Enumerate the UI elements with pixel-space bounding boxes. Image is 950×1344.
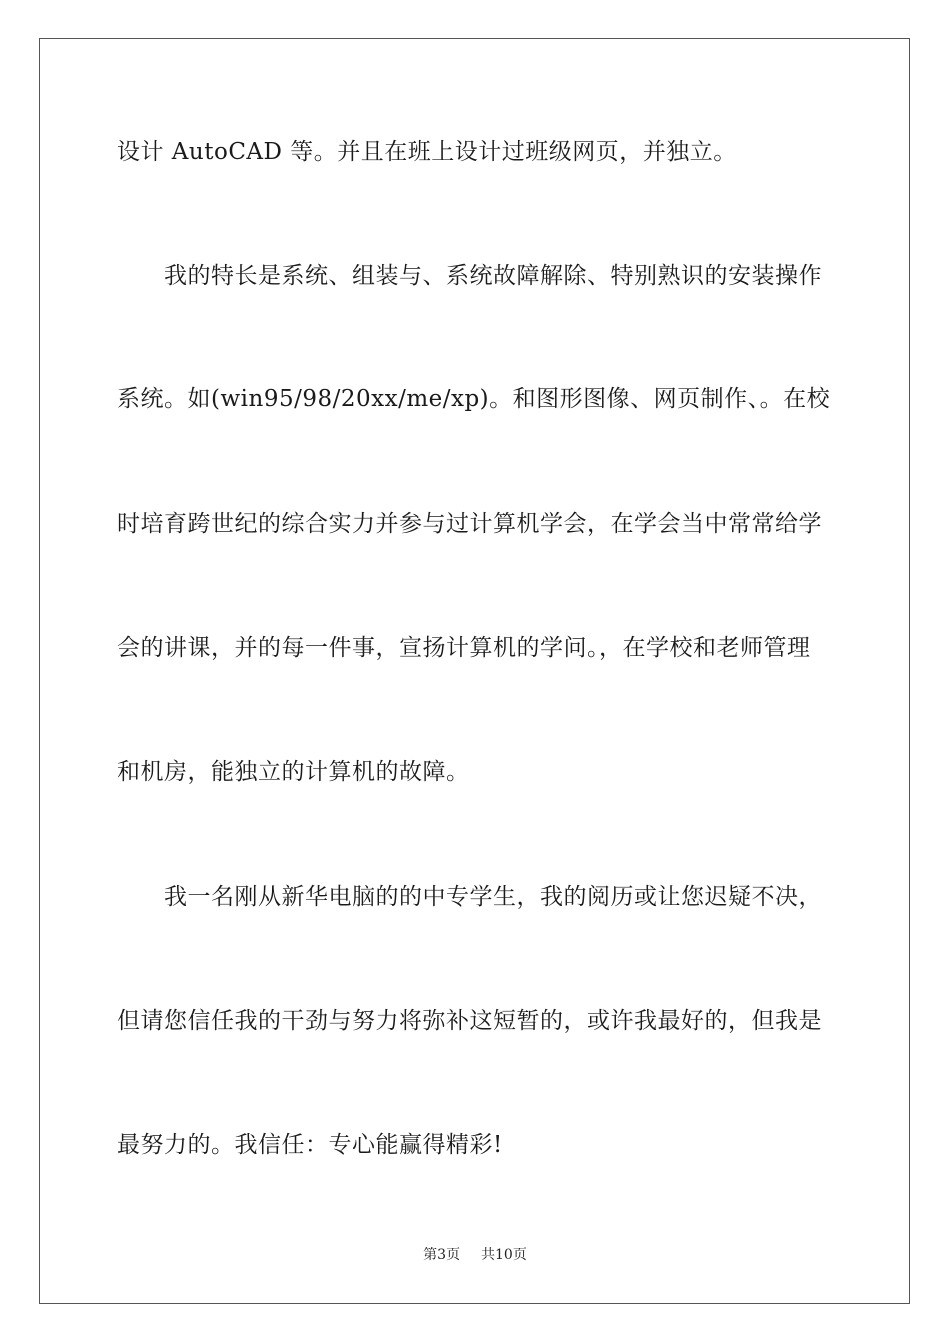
page-total: 共10页 [481, 1247, 527, 1263]
page-number: 第3页 [423, 1247, 461, 1263]
page-border [39, 38, 910, 1304]
paragraph-line-6: 和机房，能独立的计算机的故障。 [117, 759, 470, 785]
paragraph-line-8: 但请您信任我的干劲与努力将弥补这短暂的，或许我最好的，但我是 [117, 1008, 822, 1034]
paragraph-line-4: 时培育跨世纪的综合实力并参与过计算机学会，在学会当中常常给学 [117, 511, 822, 537]
paragraph-line-2: 我的特长是系统、组装与、系统故障解除、特别熟识的安装操作 [164, 263, 822, 289]
paragraph-line-7: 我一名刚从新华电脑的的中专学生，我的阅历或让您迟疑不决， [164, 884, 822, 910]
paragraph-line-5: 会的讲课，并的每一件事，宣扬计算机的学问。，在学校和老师管理 [117, 635, 811, 661]
paragraph-line-9: 最努力的。我信任：专心能赢得精彩! [117, 1132, 503, 1158]
paragraph-line-1: 设计 AutoCAD 等。并且在班上设计过班级网页，并独立。 [117, 139, 737, 165]
page-footer [0, 1246, 950, 1264]
paragraph-line-3: 系统。如(win95/98/20xx/me/xp)。和图形图像、网页制作、。在校 [117, 386, 831, 412]
